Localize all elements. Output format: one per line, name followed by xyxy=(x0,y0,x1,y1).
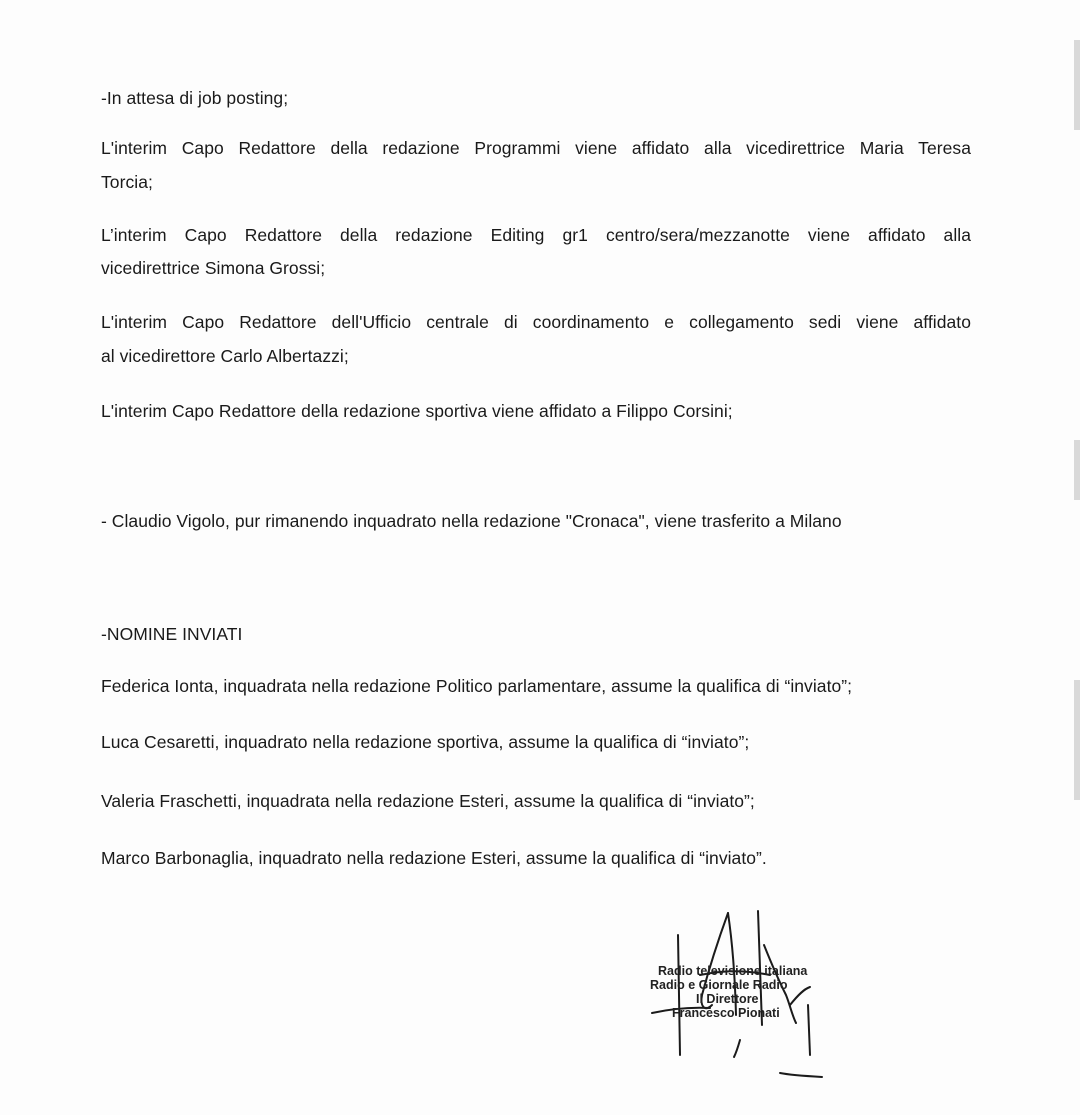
stamp-line-3: Il Direttore xyxy=(696,992,759,1006)
stamp-line-4: Francesco Pionati xyxy=(672,1006,780,1020)
paragraph-editing-line-1: L’interim Capo Redattore della redazione Editing gr1 centro/sera/mezzanotte viene affidato alla xyxy=(101,225,971,245)
nomination-barbonaglia: Marco Barbonaglia, inquadrato nella redazione Esteri, assume la qualifica di “inviato”. xyxy=(101,848,767,868)
nomination-cesaretti: Luca Cesaretti, inquadrato nella redazione sportiva, assume la qualifica di “inviato”; xyxy=(101,732,750,752)
scan-edge-mark xyxy=(1074,40,1080,130)
paragraph-ufficio-centrale-line-2: al vicedirettore Carlo Albertazzi; xyxy=(101,346,349,366)
scan-edge-mark xyxy=(1074,440,1080,500)
stamp-line-1: Radio televisione italiana xyxy=(658,964,808,978)
paragraph-editing-line-2: vicedirettrice Simona Grossi; xyxy=(101,258,326,278)
signature-stamp xyxy=(640,905,860,1085)
paragraph-sportiva: L'interim Capo Redattore della redazione sportiva viene affidato a Filippo Corsini; xyxy=(101,401,733,421)
nomination-fraschetti: Valeria Fraschetti, inquadrata nella redazione Esteri, assume la qualifica di “inviato”; xyxy=(101,791,755,811)
stamp-line-2: Radio e Giornale Radio xyxy=(650,978,788,992)
paragraph-programmi-line-2: Torcia; xyxy=(101,172,153,192)
scan-edge-mark xyxy=(1074,680,1080,800)
paragraph-vigolo: - Claudio Vigolo, pur rimanendo inquadrato nella redazione "Cronaca", viene trasferito a Milano xyxy=(101,511,842,531)
nomination-ionta: Federica Ionta, inquadrata nella redazione Politico parlamentare, assume la qualifica di “inviato”; xyxy=(101,676,853,696)
section-heading-nomine-inviati: -NOMINE INVIATI xyxy=(101,624,243,644)
job-posting-line: -In attesa di job posting; xyxy=(101,88,289,108)
paragraph-programmi-line-1: L'interim Capo Redattore della redazione Programmi viene affidato alla vicedirettrice Maria Teresa xyxy=(101,138,971,158)
paragraph-ufficio-centrale-line-1: L'interim Capo Redattore dell'Ufficio centrale di coordinamento e collegamento sedi viene affidato xyxy=(101,312,971,332)
